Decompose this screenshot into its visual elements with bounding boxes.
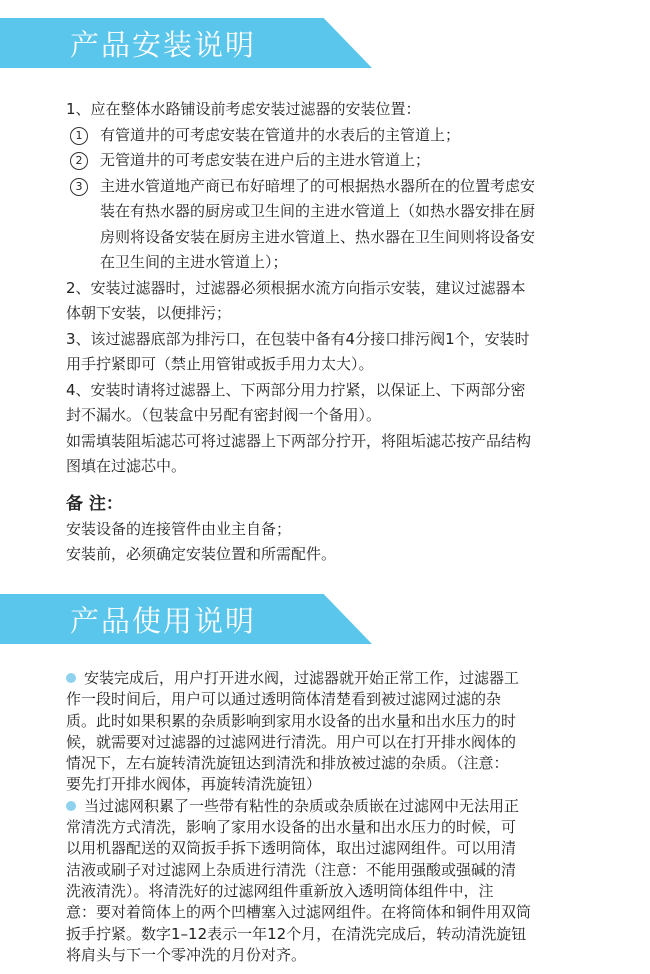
usage-paragraph-line: 安装完成后，用户打开进水阀，过滤器就开始正常工作，过滤器工 bbox=[66, 668, 626, 689]
remark-line: 安装设备的连接管件由业主自备； bbox=[66, 519, 292, 538]
sub-item-line: 主进水管道地产商已布好暗埋了的可根据热水器所在的位置考虑安 bbox=[100, 176, 536, 195]
usage-paragraph-line: 质。此时如果积累的杂质影响到家用水设备的出水量和出水压力的时 bbox=[66, 711, 517, 730]
usage-paragraph-line: 候，就需要对过滤器的过滤网进行清洗。用户可以在打开排水阀体的 bbox=[66, 732, 517, 751]
usage-paragraph-line: 当过滤网积累了一些带有粘性的杂质或杂质嵌在过滤网中无法用正 bbox=[66, 796, 626, 817]
sub-item-line: 有管道井的可考虑安装在管道井的水表后的主管道上； bbox=[100, 125, 461, 144]
filter-note-line: 如需填装阻垢滤芯可将过滤器上下两部分拧开，将阻垢滤芯按产品结构 bbox=[66, 431, 532, 450]
usage-paragraph-line: 扳手拧紧。数字1–12表示一年12个月，在清洗完成后，转动清洗旋钮 bbox=[66, 924, 527, 943]
circled-number: 1 bbox=[70, 127, 88, 145]
filter-note-line: 图填在过滤芯中。 bbox=[66, 457, 187, 475]
usage-section-banner bbox=[0, 594, 256, 644]
install-section-title: 产品安装说明 bbox=[70, 27, 257, 62]
install-item-3-line: 3、该过滤器底部为排污口，在包装中备有4分接口排污阀1个，安装时 bbox=[66, 329, 530, 348]
circled-number: 2 bbox=[70, 152, 88, 170]
usage-section-title: 产品使用说明 bbox=[70, 603, 257, 638]
usage-paragraph-line: 洁液或刷子对过滤网上杂质进行清洗（注意：不能用强酸或强碱的清 bbox=[66, 860, 517, 879]
usage-paragraph-line: 将肩头与下一个零冲洗的月份对齐。 bbox=[66, 945, 307, 964]
sub-item-line: 房则将设备安装在厨房主进水管道上、热水器在卫生间则将设备安 bbox=[100, 227, 536, 246]
install-item-2-line: 体朝下安装，以便排污； bbox=[66, 304, 232, 322]
usage-paragraph-line: 以用机器配送的双筒扳手拆下透明筒体，取出过滤网组件。可以用清 bbox=[66, 839, 517, 858]
usage-section-body bbox=[66, 668, 626, 966]
sub-item-2 bbox=[66, 148, 626, 174]
install-section-banner bbox=[0, 18, 256, 68]
sub-item-3 bbox=[66, 174, 626, 276]
remarks-title: 备 注： bbox=[66, 493, 123, 514]
usage-paragraph-line: 作一段时间后，用户可以通过透明筒体清楚看到被过滤网过滤的杂 bbox=[66, 690, 502, 709]
sub-item-1 bbox=[66, 123, 626, 149]
sub-item-line: 无管道井的可考虑安装在进户后的主进水管道上； bbox=[100, 151, 431, 169]
usage-paragraph-line: 常清洗方式清洗，影响了家用水设备的出水量和出水压力的时候，可 bbox=[66, 818, 517, 837]
install-item-2-line: 2、安装过滤器时，过滤器必须根据水流方向指示安装，建议过滤器本 bbox=[66, 278, 526, 297]
usage-paragraph-line: 洗液清洗）。将清洗好的过滤网组件重新放入透明筒体组件中，注 bbox=[66, 881, 494, 900]
usage-paragraph-line: 情况下，左右旋转清洗旋钮达到清洗和排放被过滤的杂质。（注意： bbox=[66, 754, 509, 773]
install-item-1: 1、应在整体水路铺设前考虑安装过滤器的安装位置： bbox=[66, 100, 421, 118]
remark-line: 安装前，必须确定安装位置和所需配件。 bbox=[66, 545, 337, 563]
install-item-3-line: 用手拧紧即可（禁止用管钳或扳手用力太大）。 bbox=[66, 355, 374, 373]
install-item-4-line: 封不漏水。（包装盒中另配有密封阀一个备用）。 bbox=[66, 406, 382, 424]
sub-item-line: 在卫生间的主进水管道上）； bbox=[100, 253, 288, 271]
install-item-4-line: 4、安装时请将过滤器上、下两部分用力拧紧，以保证上、下两部分密 bbox=[66, 380, 526, 399]
usage-paragraph-line: 意：要对着筒体上的两个凹槽塞入过滤网组件。在将筒体和铜件用双筒 bbox=[66, 903, 532, 922]
bullet-dot-icon bbox=[66, 673, 76, 683]
usage-paragraph-line: 要先打开排水阀体，再旋转清洗旋钮） bbox=[66, 775, 322, 794]
circled-number: 3 bbox=[70, 178, 88, 196]
sub-item-line: 装在有热水器的厨房或卫生间的主进水管道上（如热水器安排在厨 bbox=[100, 202, 536, 220]
install-section-body bbox=[66, 97, 626, 568]
bullet-dot-icon bbox=[66, 801, 76, 811]
